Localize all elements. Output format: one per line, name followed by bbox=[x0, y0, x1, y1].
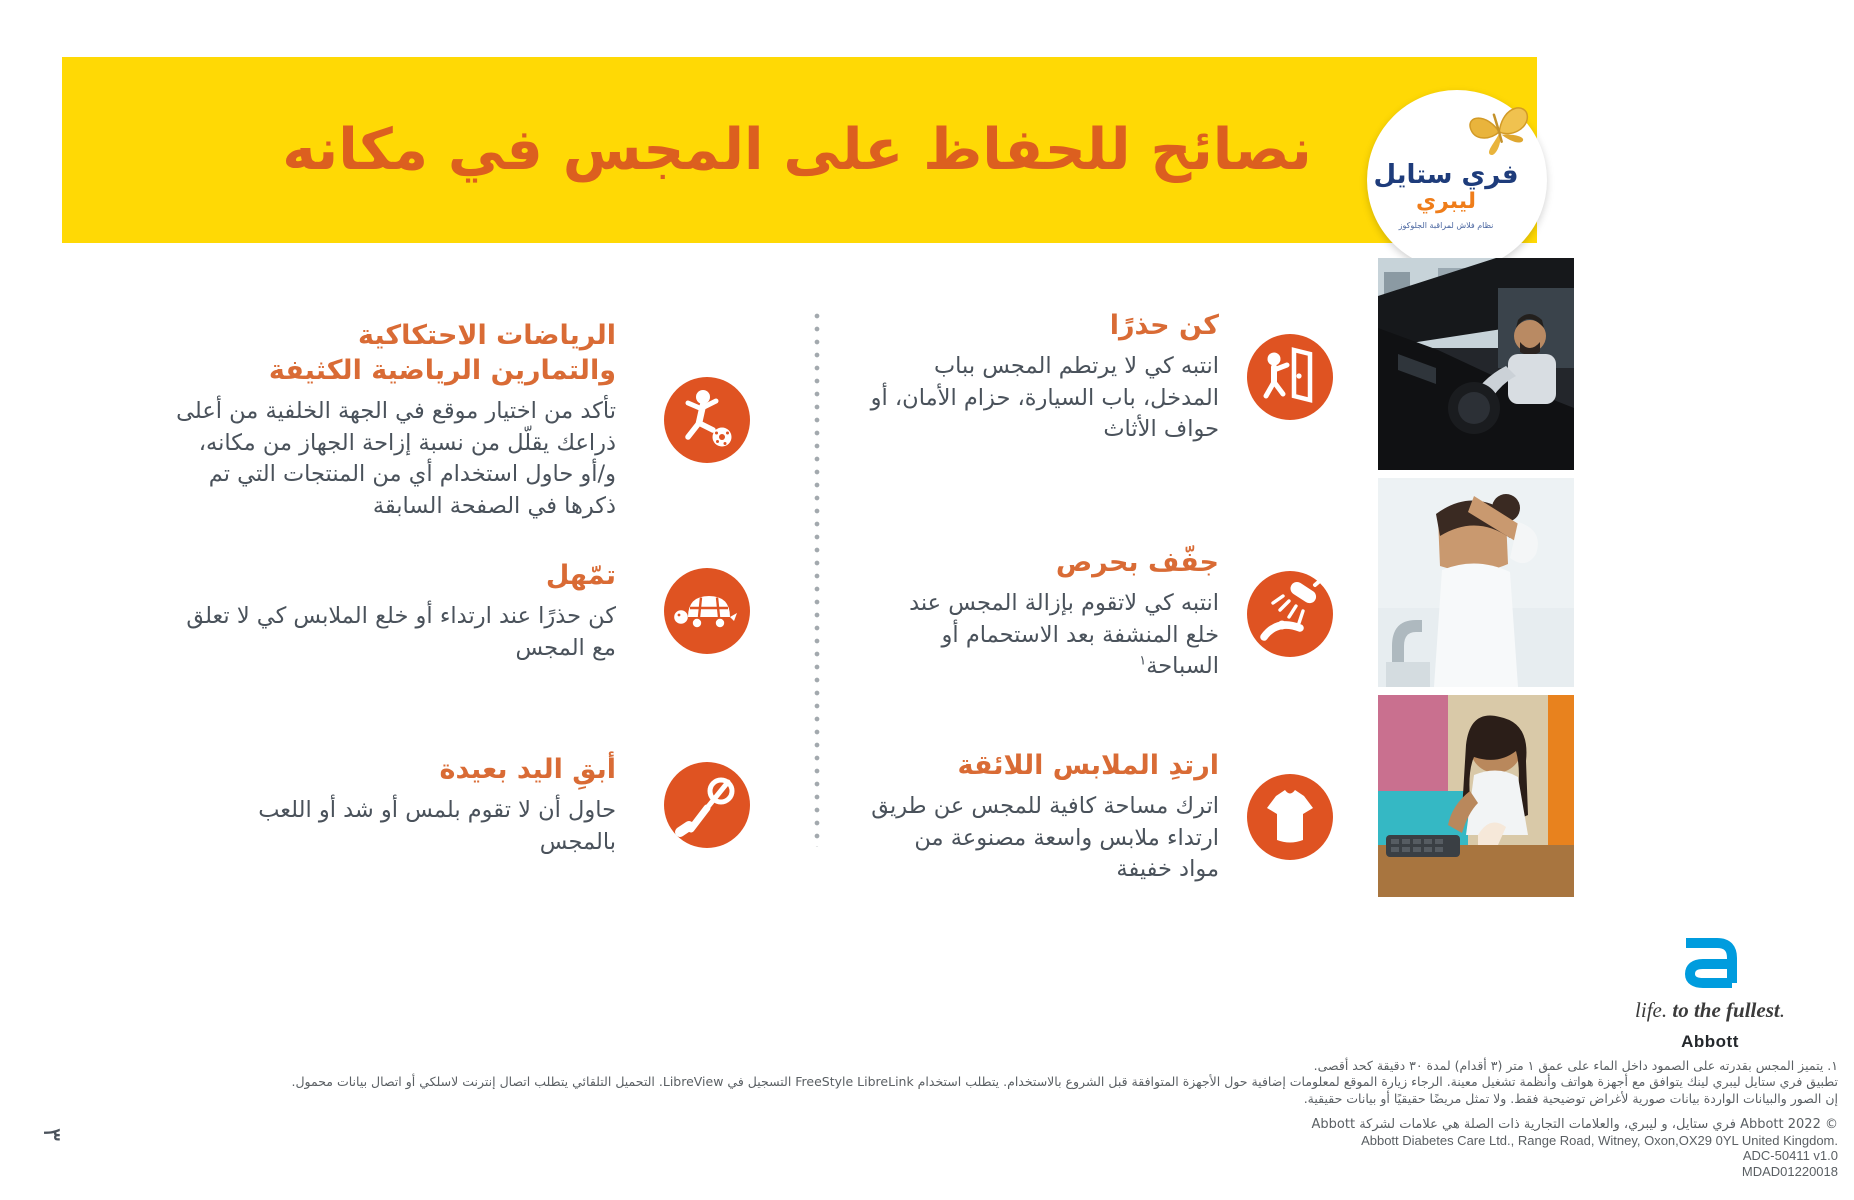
footnote-line: تطبيق فري ستايل ليبري لينك يتوافق مع أجهزة هواتف وأنظمة تشغيل معينة. الرجاء زيارة الموقع لمعلومات إضافية حول الأجهزة المتوافقة قبل الشروع بالاستخدام. يتطلب استخدام FreeStyle LibreLink التسجيل في LibreView. التحميل التلقائي يتطلب اتصال إنترنت لاسلكي أو اتصال بيانات محمول. bbox=[291, 1074, 1838, 1090]
logo-text bbox=[1367, 162, 1525, 230]
tip-body-text: كن حذرًا عند ارتداء أو خلع الملابس كي لا تعلق مع المجس bbox=[186, 603, 616, 661]
logo-line2: ليبري bbox=[1415, 189, 1477, 215]
tip-body bbox=[176, 601, 616, 664]
photo-man-driving bbox=[1378, 258, 1574, 470]
tshirt-icon bbox=[1247, 774, 1333, 860]
tip-text bbox=[869, 308, 1219, 446]
freestyle-libre-logo bbox=[1367, 90, 1547, 270]
doc-code-line: MDAD01220018 bbox=[1741, 1163, 1838, 1179]
butterfly-icon bbox=[1463, 102, 1535, 164]
footnote-ref: ١ bbox=[1139, 653, 1147, 669]
tip-title: تمّهل bbox=[545, 560, 616, 591]
tip-body-text: حاول أن لا تقوم بلمس أو شد أو اللعب بالمجس bbox=[258, 797, 616, 855]
tip-text bbox=[176, 752, 616, 858]
turtle-icon bbox=[664, 568, 750, 654]
tagline-part: . bbox=[1779, 998, 1785, 1022]
tip-friction-sports bbox=[88, 318, 750, 522]
page-number: ٣ bbox=[38, 1127, 68, 1142]
tip-body-text: انتبه كي لاتقوم بإزالة المجس عند خلع المنشفة بعد الاستحمام أو السباحة bbox=[909, 590, 1219, 680]
tagline-part: life. bbox=[1635, 998, 1668, 1022]
tip-title: ارتدِ الملابس اللائقة bbox=[957, 750, 1219, 781]
tip-text bbox=[869, 748, 1219, 886]
abbott-tagline bbox=[1600, 998, 1820, 1023]
tip-body-text: اترك مساحة كافية للمجس عن طريق ارتداء ملابس واسعة مصنوعة من مواد خفيفة bbox=[871, 793, 1219, 883]
doc-code-line: ADC-50411 v1.0 bbox=[1742, 1148, 1838, 1164]
logo-tagline: نظام فلاش لمراقبة الجلوكوز bbox=[1398, 220, 1494, 230]
tip-text bbox=[176, 318, 616, 522]
tip-body bbox=[869, 791, 1219, 886]
tip-body bbox=[176, 396, 616, 522]
tip-be-careful bbox=[838, 308, 1333, 446]
shower-icon bbox=[1247, 571, 1333, 657]
copyright-line: © 2022 Abbott فري ستايل، و ليبري، والعلامات التجارية ذات الصلة هي علامات لشركة Abbott bbox=[1311, 1117, 1838, 1132]
header-banner bbox=[62, 57, 1537, 243]
tip-text bbox=[176, 558, 616, 664]
tip-body bbox=[176, 795, 616, 858]
abbott-wordmark: Abbott bbox=[1681, 1032, 1739, 1051]
logo-line1: فري ستايل bbox=[1373, 160, 1519, 190]
tip-title: كن حذرًا bbox=[1109, 310, 1219, 341]
page-title: نصائح للحفاظ على المجس في مكانه bbox=[282, 117, 1312, 183]
address-line: Abbott Diabetes Care Ltd., Range Road, Witney, Oxon,OX29 0YL United Kingdom. bbox=[1361, 1132, 1838, 1148]
tagline-part-bold: to the fullest bbox=[1667, 998, 1780, 1022]
abbott-brand-block bbox=[1600, 932, 1820, 1052]
tip-body-text: انتبه كي لا يرتطم المجس بباب المدخل، باب السيارة، حزام الأمان، أو حواف الأثاث bbox=[870, 353, 1219, 443]
tip-title: الرياضات الاحتكاكية والتمارين الرياضية الكثيفة bbox=[268, 320, 616, 387]
tip-body bbox=[869, 351, 1219, 446]
footnote-line: إن الصور والبيانات الواردة بيانات صورية لأغراض توضيحية فقط. ولا تمثل مريضًا حقيقيًا أو بيانات حقيقية. bbox=[1303, 1090, 1838, 1106]
door-collision-icon bbox=[1247, 334, 1333, 420]
tip-title: جفّف بحرص bbox=[1055, 547, 1219, 578]
tip-body-text: تأكد من اختيار موقع في الجهة الخلفية من أعلى ذراعك يقلّل من نسبة إزاحة الجهاز من مكانه، و/أو حاول استخدام أي من المنتجات التي تم ذكرها في الصفحة السابقة bbox=[176, 398, 616, 519]
legal-block bbox=[1312, 1117, 1838, 1179]
tip-keep-hands-away bbox=[88, 752, 750, 858]
tip-body bbox=[869, 588, 1219, 683]
soccer-player-icon bbox=[664, 377, 750, 463]
footnote-line: ١. يتميز المجس بقدرته على الصمود داخل الماء على عمق ١ متر (٣ أقدام) لمدة ٣٠ دقيقة كحد أقصى. bbox=[1313, 1058, 1838, 1073]
photo-woman-drying-arm bbox=[1378, 478, 1574, 687]
tip-text bbox=[869, 545, 1219, 683]
no-touch-icon bbox=[664, 762, 750, 848]
tip-slow-down bbox=[88, 558, 750, 664]
footnotes-block bbox=[238, 1058, 1838, 1107]
abbott-a-logo bbox=[1679, 973, 1741, 992]
photo-woman-seated-cafe bbox=[1378, 695, 1574, 897]
tip-title: أبقِ اليد بعيدة bbox=[439, 754, 616, 785]
tip-wear-proper-clothes bbox=[838, 748, 1333, 886]
tip-dry-carefully bbox=[838, 545, 1333, 683]
column-divider-dotted bbox=[814, 312, 820, 847]
